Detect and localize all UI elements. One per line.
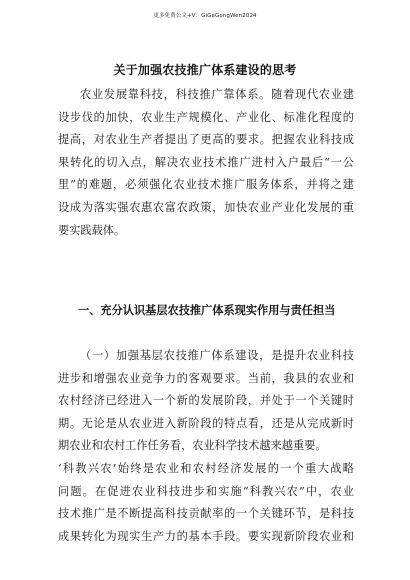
paragraph-line: 进步和增强农业竞争力的客观要求。当前，我县的农业和 [58,371,354,385]
paragraph-line: ‘科教兴农’始终是农业和农村经济发展的一个重大战略 [58,461,354,475]
paragraph-line: 成果转化为现实生产力的基本手段。要实现新阶段农业和 [58,529,354,543]
paragraph-line: 农业发展靠科技，科技推广靠体系。随着现代农业建 [80,88,354,101]
paragraph-line: 农村经济已经进入一个新的发展阶段，并处于一个关键时 [58,394,354,408]
document-title: 关于加强农技推广体系建设的思考 [113,63,297,77]
paragraph-line: 期。无论是从农业进入新阶段的特点看，还是从完成新时 [58,416,354,430]
paragraph-line: 问题。在促进农业科技进步和实施“科教兴农”中，农业 [58,484,354,498]
header-note: 更多免费公文+V：GiGeGongWen2024 [153,13,257,19]
paragraph-line: 技术推广是不断提高科技贡献率的一个关键环节，是科技 [58,507,354,521]
paragraph-line: 果转化的切入点，解决农业技术推广进村入户最后“一公 [58,155,354,169]
section-heading: 一、充分认识基层农技推广体系现实作用与责任担当 [78,303,336,317]
paragraph-line: 期农业和农村工作任务看，农业科学技术越来越重要。 [58,439,327,453]
paragraph-2 [58,345,354,548]
paragraph-line: 设成为落实强农惠农富农政策，加快农业产业化发展的重 [58,200,354,214]
paragraph-line: 要实践载体。 [58,223,126,237]
paragraph-line: （一）加强基层农技推广体系建设，是提升农业科技 [80,349,354,362]
paragraph-line: 里”的难题，必须强化农业技术推广服务体系，并将之建 [58,178,354,192]
paragraph-line: 设步伐的加快，农业生产规模化、产业化、标准化程度的 [58,110,354,124]
paragraph-line: 提高，对农业生产者提出了更高的要求。把握农业科技成 [58,133,354,147]
paragraph-1 [58,84,354,242]
